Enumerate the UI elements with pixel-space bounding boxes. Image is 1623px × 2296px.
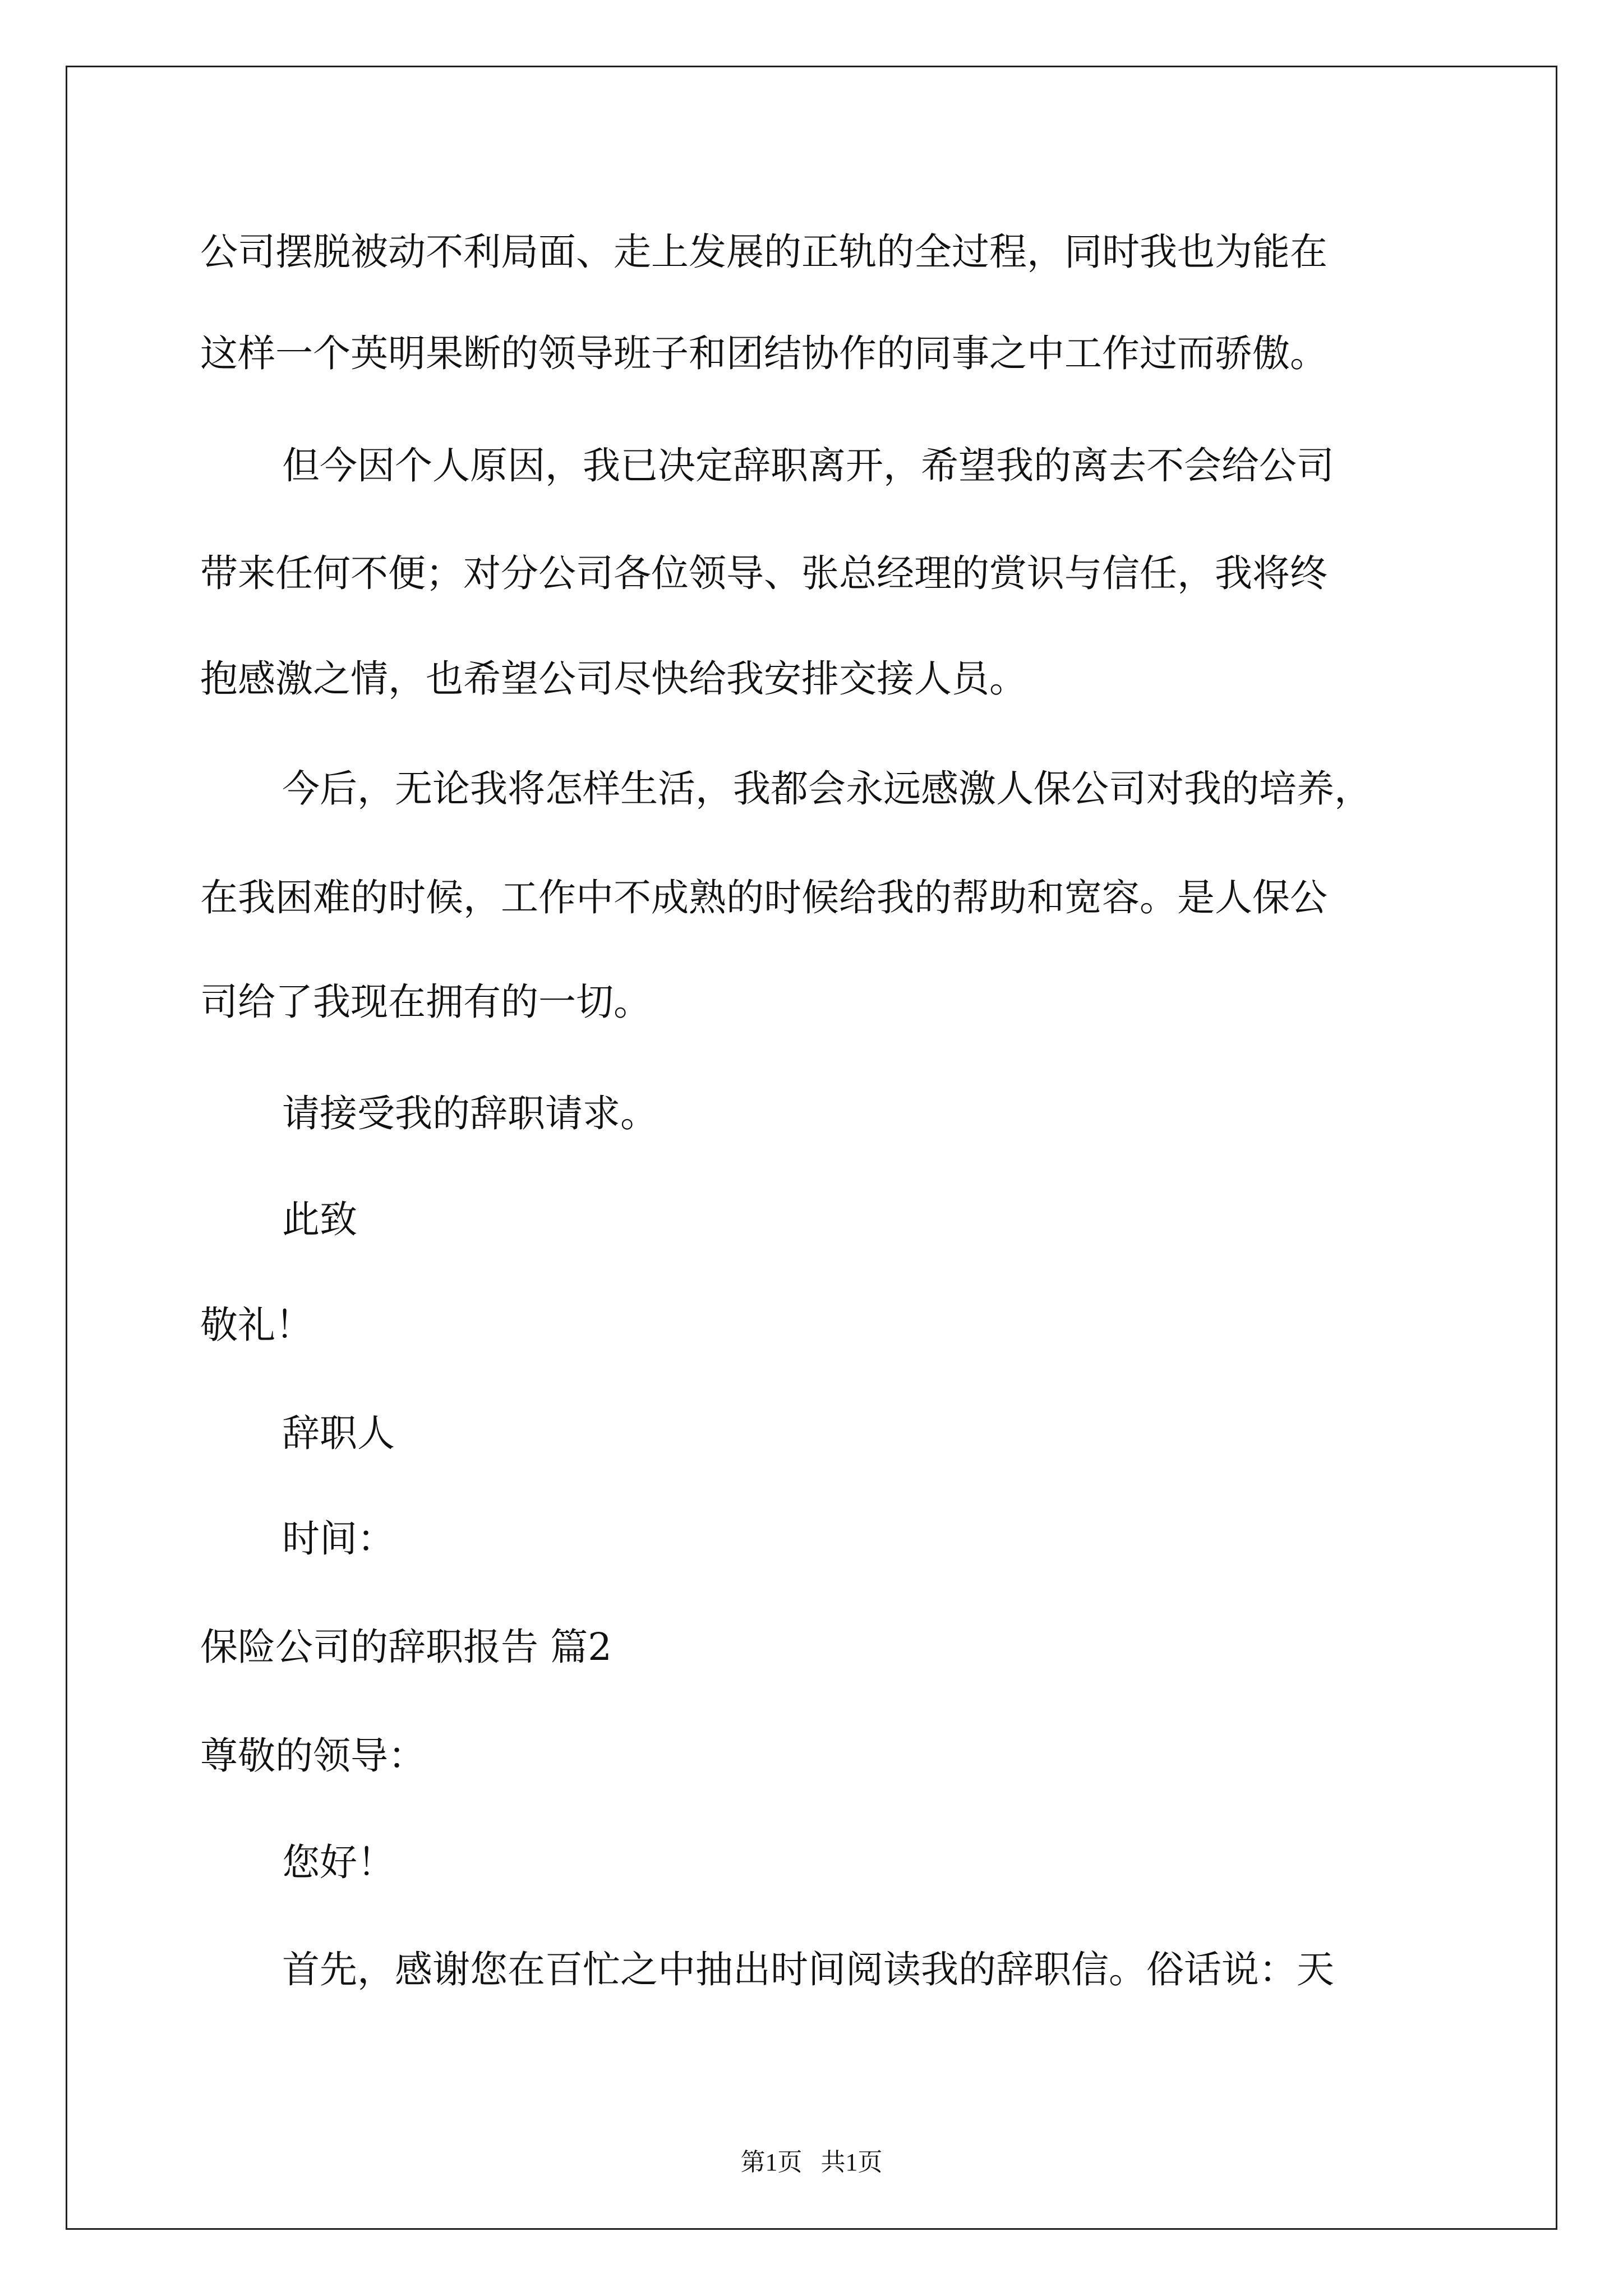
greeting: 您好！ <box>282 1841 395 1884</box>
text-line-8: 司给了我现在拥有的一切。 <box>200 980 651 1024</box>
text-line-2: 这样一个英明果断的领导班子和团结协作的同事之中工作过而骄傲。 <box>200 332 1327 375</box>
text-line-3: 但今因个人原因，我已决定辞职离开，希望我的离去不会给公司 <box>282 444 1334 487</box>
text-line-9: 请接受我的辞职请求。 <box>282 1092 658 1135</box>
page-border <box>66 66 1557 2230</box>
page-footer: 第1页 共1页 <box>740 2148 883 2176</box>
text-line-5: 抱感激之情，也希望公司尽快给我安排交接人员。 <box>200 657 1027 701</box>
text-line-17: 首先，感谢您在百忙之中抽出时间阅读我的辞职信。俗话说：天 <box>282 1948 1334 1991</box>
text-line-10: 此致 <box>282 1198 357 1241</box>
salutation: 尊敬的领导： <box>200 1734 426 1778</box>
text-line-6: 今后，无论我将怎样生活，我都会永远感激人保公司对我的培养， <box>282 767 1372 811</box>
text-line-12: 辞职人 <box>282 1411 395 1455</box>
text-line-11: 敬礼！ <box>200 1303 313 1347</box>
text-line-4: 带来任何不便；对分公司各位领导、张总经理的赏识与信任，我将终 <box>200 551 1327 595</box>
text-line-13: 时间： <box>282 1517 395 1561</box>
section-heading: 保险公司的辞职报告 篇2 <box>200 1625 612 1669</box>
text-line-1: 公司摆脱被动不利局面、走上发展的正轨的全过程，同时我也为能在 <box>200 230 1327 274</box>
text-line-7: 在我困难的时候，工作中不成熟的时候给我的帮助和宽容。是人保公 <box>200 876 1327 919</box>
